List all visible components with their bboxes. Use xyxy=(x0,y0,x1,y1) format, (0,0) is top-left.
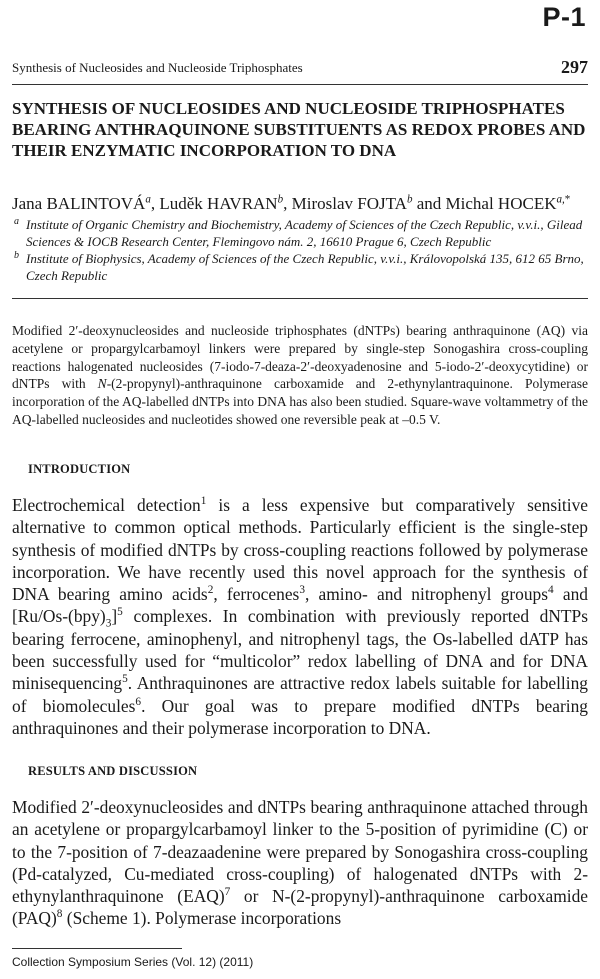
author-name: Miroslav FOJTA$^b$ xyxy=(291,193,413,213)
author-list: Jana BALINTOVÁ$^a$, Luděk HAVRAN$^b$, Miroslav FOJTA$^b$ and Michal $HOCEK^{a,*}$ xyxy=(12,193,571,213)
affiliation-a xyxy=(14,216,588,250)
author-name: Luděk HAVRAN$^b$ xyxy=(159,193,284,213)
affiliation-mark: b xyxy=(14,250,19,261)
paper-code: P-1 xyxy=(542,2,586,32)
abstract-italic: N xyxy=(97,376,107,392)
section-heading-introduction: INTRODUCTION xyxy=(28,462,131,476)
author-name: Michal $HOCEK^{a,*}$ xyxy=(445,193,571,213)
running-head-title: Synthesis of Nucleosides and Nucleoside Triphosphates xyxy=(12,60,303,75)
footer-rule xyxy=(12,948,182,949)
paper-title: SYNTHESIS OF NUCLEOSIDES AND NUCLEOSIDE TRIPHOSPHATES BEARING ANTHRAQUINONE SUBSTITUENTS AS REDOX PROBES AND THEIR ENZYMATIC INCORPORATION TO DNA xyxy=(12,99,586,160)
page-number: 297 xyxy=(561,57,588,77)
abstract-text: Modified 2′-deoxynucleosides and nucleoside triphosphates (dNTPs) bearing anthraquinone (AQ) via acetylene or propargylcarbamoyl linkers were prepared by single-step Sonogashira cross-coupling reactions halogenated nucleosides (7-iodo-7-deaza-2′-deoxyadenosine and 5-iodo-2′-deoxycytidine) or dNTPs with xyxy=(12,323,588,392)
affiliation-mark: a xyxy=(14,216,19,227)
introduction-paragraph: Electrochemical detection$^1$ is a less expensive but comparatively sensitive alternative to common optical methods. Particularly efficient is the single-step synthesis of modified dNTPs by cross-coupling reactions followed by polymerase incorporation. We have recently used this novel approach for the synthesis of DNA bearing amino acids$^2$, ferrocenes$^3$, amino- and nitrophenyl groups$^4$ and $[Ru/Os-(bpy)_3]^5$ complexes. In combination with previously reported dNTPs bearing ferrocene, aminophenyl, and nitrophenyl tags, the Os-labelled dATP has been successfully used for “multicolor” redox labelling of DNA and for DNA minisequencing$^5$. Anthraquinones are attractive redox labels suitable for labelling of biomolecules$^6$. Our goal was to prepare modified dNTPs bearing anthraquinones and their polymerase incorporation to DNA. xyxy=(12,495,589,738)
abstract-rule xyxy=(12,298,588,299)
affiliation-text: Institute of Organic Chemistry and Biochemistry, Academy of Sciences of the Czech Republic, v.v.i., Gilead Sciences & IOCB Research Center, Flemingovo nám. 2, 16610 Prague 6, Czech Republic xyxy=(26,217,583,249)
results-paragraph: Modified 2′-deoxynucleosides and dNTPs bearing anthraquinone attached through an acetylene or propargylcarbamoyl linker to the 5-position of pyrimidine (C) or to the 7-position of 7-deazaadenine were prepared by Sonogashira cross-coupling (Pd-catalyzed, Cu-mediated cross-coupling) of halogenated dNTPs with 2-ethynylanthraquinone (EAQ)$^7$ or N-(2-propynyl)-anthraquinone carboxamide (PAQ)$^8$ (Scheme 1). Polymerase incorporations xyxy=(12,797,589,929)
affiliation-text: Institute of Biophysics, Academy of Sciences of the Czech Republic, v.v.i., Královopolská 135, 612 65 Brno, Czech Republic xyxy=(26,251,584,283)
abstract-text: -(2-propynyl)-anthraquinone carboxamide and 2-ethynylantraquinone. Polymerase incorporation of the AQ-labelled dNTPs into DNA has also been studied. Square-wave voltammetry of the AQ-labelled nucleosides and nucleotides showed one reversible peak at –0.5 V. xyxy=(12,376,588,427)
abstract xyxy=(12,322,588,429)
footer-journal: Collection Symposium Series (Vol. 12) (2011) xyxy=(12,955,254,969)
header-rule xyxy=(12,84,588,85)
affiliation-b xyxy=(14,250,588,284)
author-name: Jana BALINTOVÁ$^a$ xyxy=(12,193,151,213)
running-head xyxy=(12,57,588,82)
section-heading-results: RESULTS AND DISCUSSION xyxy=(28,764,198,778)
